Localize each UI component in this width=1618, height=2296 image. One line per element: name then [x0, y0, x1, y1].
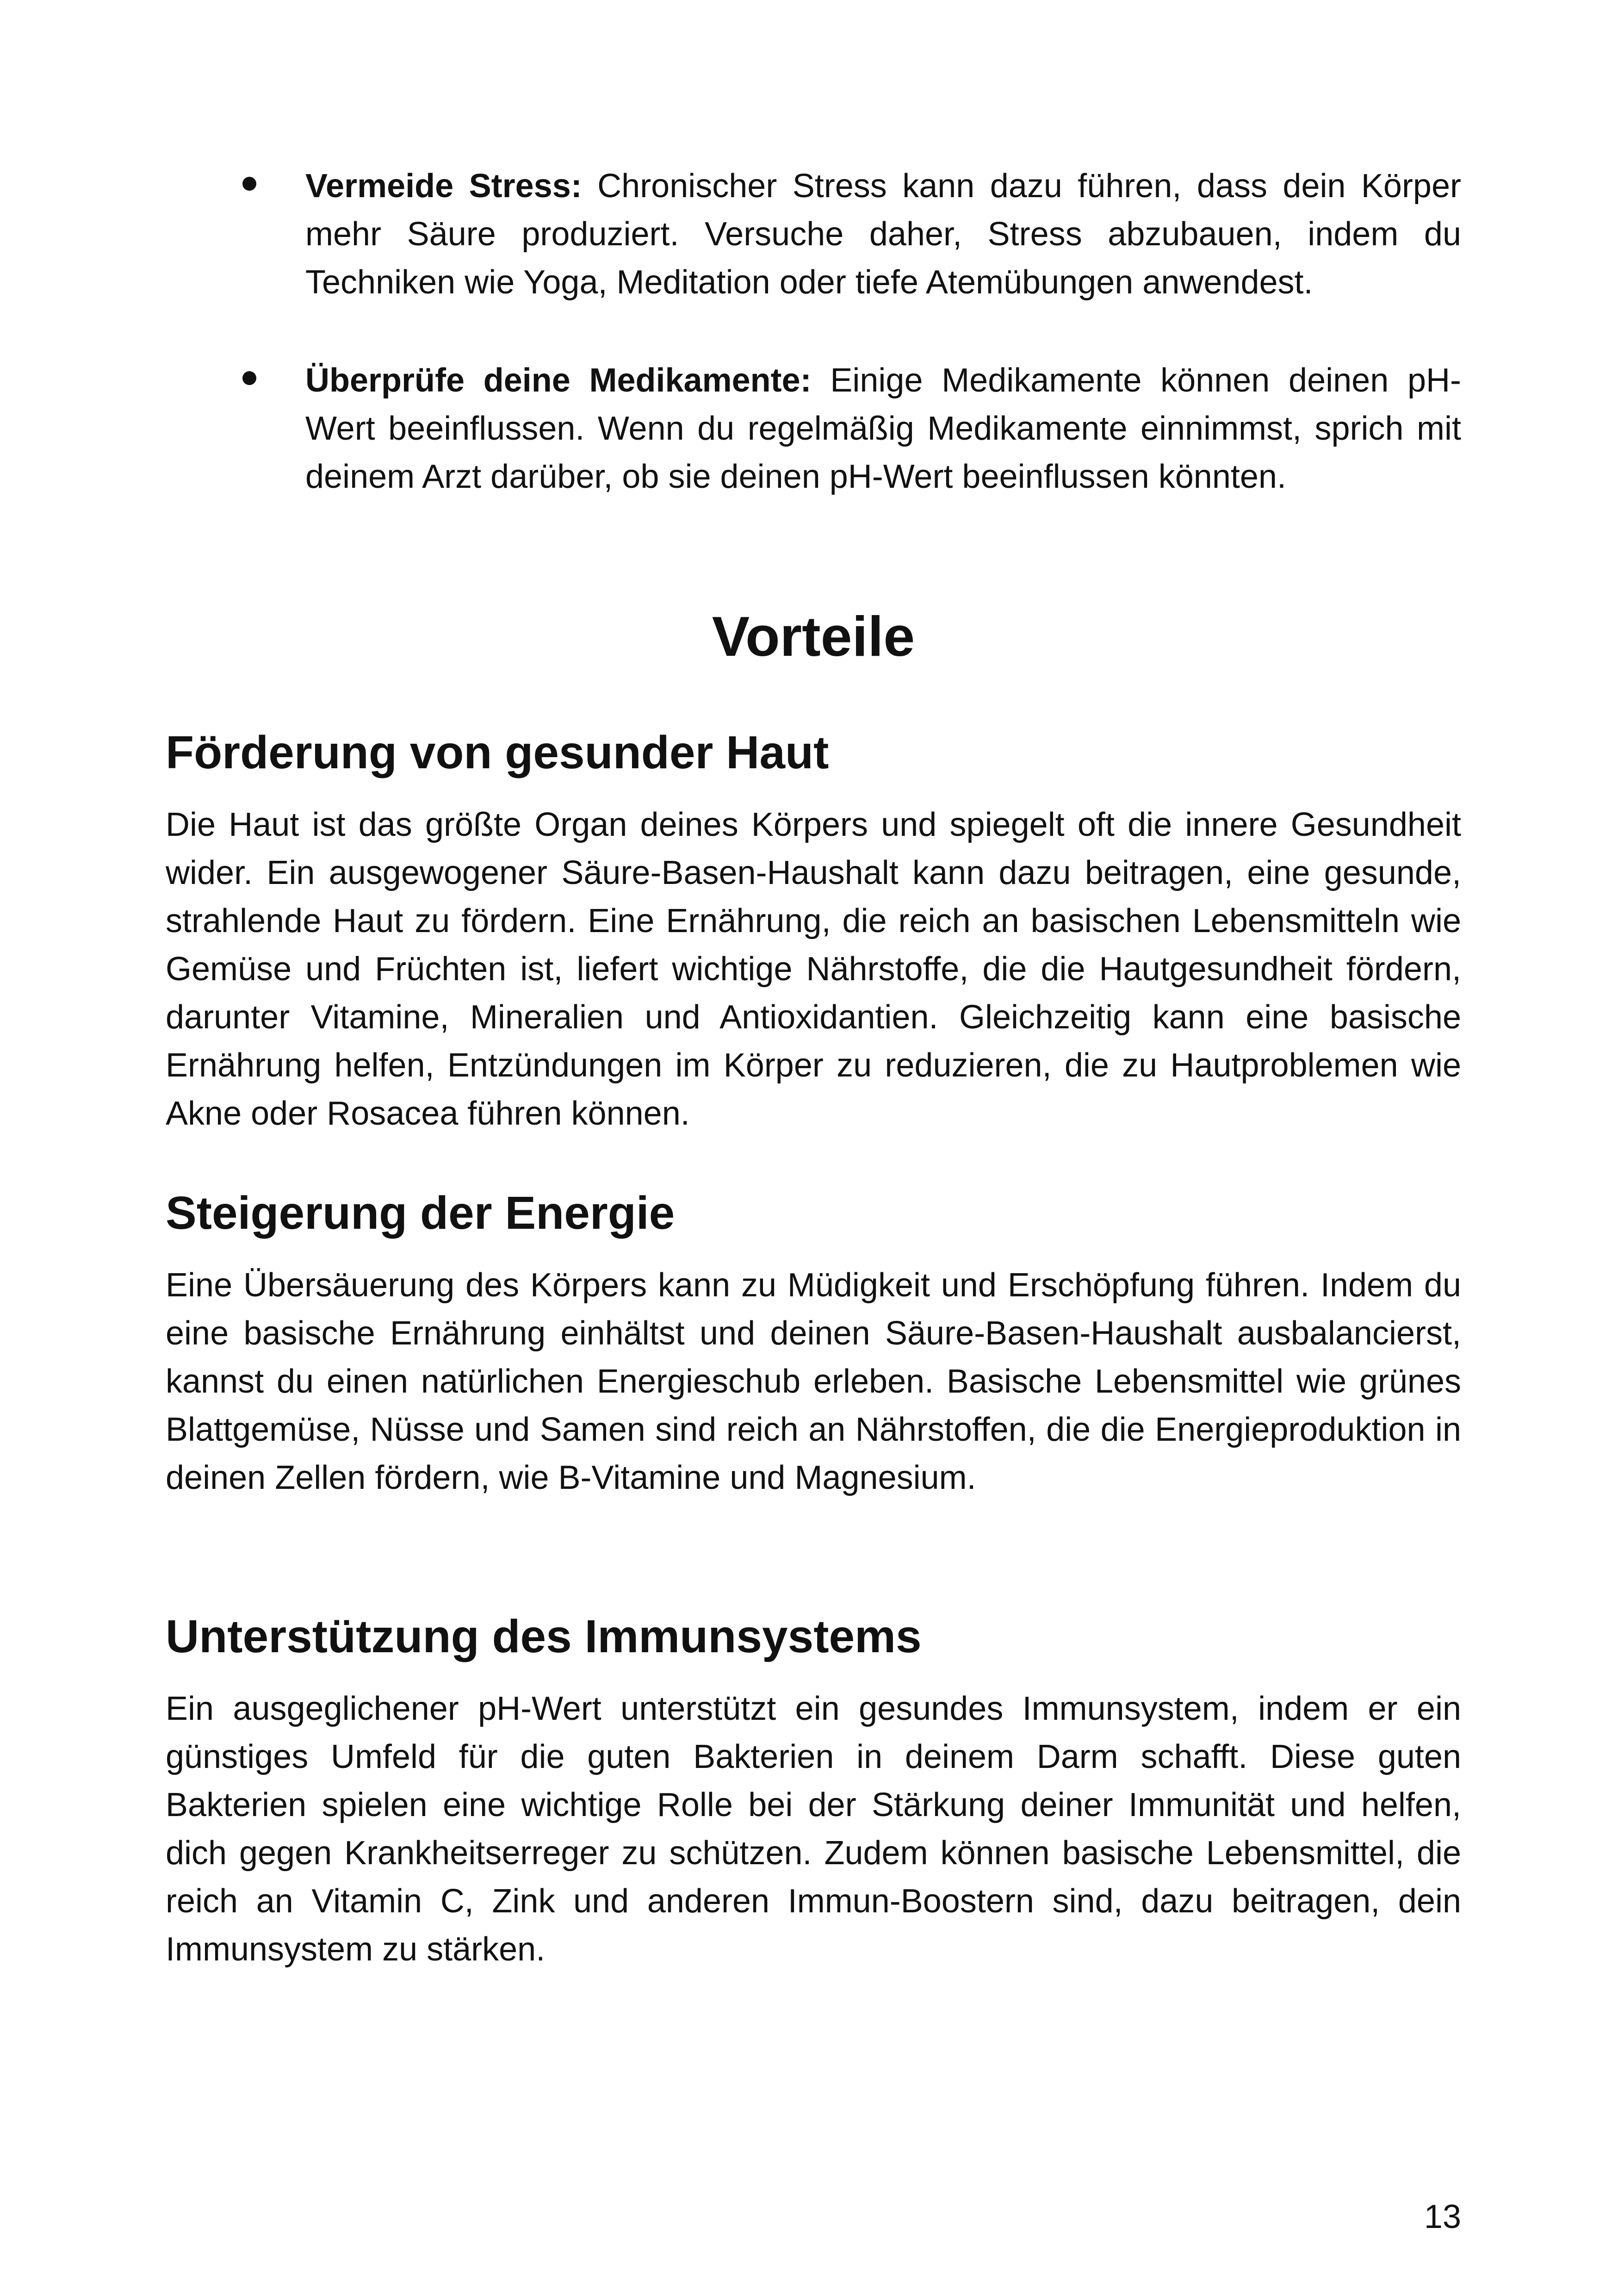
section-heading: Steigerung der Energie	[166, 1187, 675, 1239]
section-immune-system	[166, 1606, 1461, 1973]
bullet-paragraph	[305, 356, 1461, 501]
bullet-dot-icon	[242, 177, 256, 191]
bullet-text: Einige Medikamente können deinen pH-Wert beeinflussen. Wenn du regelmäßig Medikamente einnimmst, sprich mit deinem Arzt darüber, ob sie deinen pH-Wert beeinflussen könnten.	[305, 362, 1461, 495]
tips-bullet-list	[227, 162, 1461, 551]
page-number: 13	[1424, 2198, 1461, 2235]
bullet-term: Vermeide Stress:	[305, 168, 582, 205]
bullet-term: Überprüfe deine Medikamente:	[305, 362, 812, 399]
section-heading: Unterstützung des Immunsystems	[166, 1611, 922, 1662]
section-energy	[166, 1182, 1461, 1502]
bullet-item-medication	[227, 356, 1461, 501]
section-skin	[166, 722, 1461, 1138]
bullet-text: Chronischer Stress kann dazu führen, dass dein Körper mehr Säure produziert. Versuche daher, Stress abzubauen, indem du Techniken wie Yoga, Meditation oder tiefe Atemübungen anwendest.	[305, 168, 1461, 301]
bullet-paragraph	[305, 162, 1461, 306]
bullet-dot-icon	[242, 371, 256, 385]
section-paragraph: Ein ausgeglichener pH-Wert unterstützt ein gesundes Immunsystem, indem er ein günstiges Umfeld für die guten Bakterien in deinem Darm schafft. Diese guten Bakterien spielen eine wichtige Rolle bei der Stärkung deiner Immunität und helfen, dich gegen Krankheitserreger zu schützen. Zudem können basische Lebensmittel, die reich an Vitamin C, Zink und anderen Immun-Boostern sind, dazu beitragen, dein Immunsystem zu stärken.	[166, 1690, 1461, 1968]
section-heading: Förderung von gesunder Haut	[166, 727, 829, 778]
chapter-heading: Vorteile	[712, 605, 915, 668]
section-paragraph: Die Haut ist das größte Organ deines Körpers und spiegelt oft die innere Gesundheit wider. Ein ausgewogener Säure-Basen-Haushalt kann dazu beitragen, eine gesunde, strahlende Haut zu fördern. Eine Ernährung, die reich an basischen Lebensmitteln wie Gemüse und Früchten ist, liefert wichtige Nährstoffe, die die Hautgesundheit fördern, darunter Vitamine, Mineralien und Antioxidantien. Gleichzeitig kann eine basische Ernährung helfen, Entzündungen im Körper zu reduzieren, die zu Hautproblemen wie Akne oder Rosacea führen können.	[166, 806, 1461, 1132]
bullet-item-stress	[227, 162, 1461, 306]
section-paragraph: Eine Übersäuerung des Körpers kann zu Müdigkeit und Erschöpfung führen. Indem du eine basische Ernährung einhältst und deinen Säure-Basen-Haushalt ausbalancierst, kannst du einen natürlichen Energieschub erleben. Basische Lebensmittel wie grünes Blattgemüse, Nüsse und Samen sind reich an Nährstoffen, die die Energieproduktion in deinen Zellen fördern, wie B-Vitamine und Magnesium.	[166, 1267, 1461, 1496]
